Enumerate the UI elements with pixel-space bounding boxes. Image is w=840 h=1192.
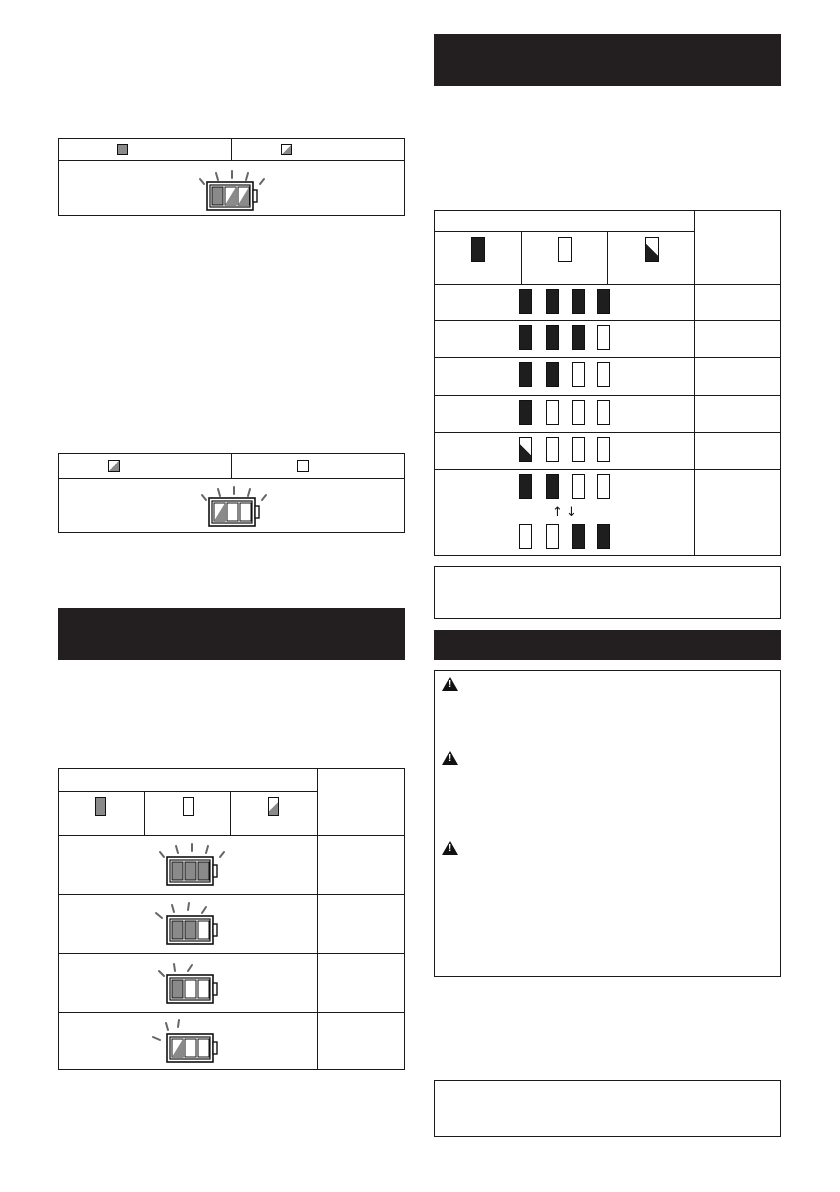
lamp-off-icon: [597, 400, 610, 425]
table-divider: [607, 231, 608, 284]
lamp-lit-icon: [546, 362, 559, 387]
table-divider: [317, 768, 318, 1070]
lamp-lit-icon: [546, 474, 559, 499]
lamp-lit-icon: [572, 524, 585, 549]
lamp-blinking-icon: [268, 797, 279, 816]
lamp-blinking-icon: [281, 144, 292, 155]
table-divider: [521, 231, 522, 284]
up-arrow-icon: ↑: [552, 505, 563, 520]
lamp-blinking-icon: [108, 460, 120, 472]
battery-indicator-icon: [194, 168, 270, 214]
lamp-off-icon: [572, 437, 585, 462]
table-divider: [694, 210, 695, 556]
lamp-off-icon: [572, 400, 585, 425]
battery-capacity-table: [58, 768, 405, 1070]
section-header-band: [58, 608, 405, 660]
table-divider: [434, 469, 781, 470]
lamp-lit-icon: [572, 325, 585, 350]
lamp-blinking-icon: [645, 237, 659, 262]
lamp-lit-icon: [519, 474, 532, 499]
battery-indicator-icon: [148, 900, 230, 948]
lamp-off-icon: [183, 797, 194, 816]
note-box: [434, 1080, 781, 1137]
lamp-lit-icon: [519, 362, 532, 387]
table-divider: [58, 953, 405, 954]
lamp-off-icon: [297, 460, 309, 472]
lamp-lit-icon: [519, 289, 532, 314]
warning-triangle-icon: [442, 751, 458, 765]
table-divider: [434, 284, 781, 285]
lamp-blinking-icon: [519, 437, 532, 462]
table-divider: [58, 478, 405, 479]
battery-indicator-icon: [196, 484, 272, 530]
lamp-off-icon: [546, 400, 559, 425]
section-header-band: [434, 34, 781, 86]
lamp-off-icon: [572, 474, 585, 499]
lamp-lit-icon: [546, 289, 559, 314]
lamp-off-icon: [597, 437, 610, 462]
table-divider: [58, 835, 405, 836]
lamp-off-icon: [572, 362, 585, 387]
table-divider: [58, 894, 405, 895]
table-divider: [434, 320, 781, 321]
lamp-off-icon: [519, 524, 532, 549]
battery-indicator-icon: [148, 1016, 230, 1066]
lamp-lit-icon: [597, 524, 610, 549]
table-divider: [58, 791, 317, 792]
table-divider: [58, 160, 405, 161]
down-arrow-icon: ↓: [566, 505, 577, 520]
warning-triangle-icon: [442, 677, 458, 691]
warnings-box: [434, 670, 781, 977]
lamp-lit-icon: [471, 237, 485, 262]
table-divider: [434, 395, 781, 396]
lamp-off-icon: [597, 362, 610, 387]
table-divider: [434, 231, 694, 232]
lamp-lit-icon: [546, 325, 559, 350]
note-box: [434, 566, 781, 619]
lamp-off-icon: [597, 474, 610, 499]
lamp-lit-icon: [519, 325, 532, 350]
lamp-lit-icon: [597, 289, 610, 314]
table-divider: [144, 791, 145, 835]
lamp-lit-icon: [572, 289, 585, 314]
lamp-off-icon: [597, 325, 610, 350]
battery-indicator-icon: [148, 959, 230, 1007]
lamp-off-icon: [558, 237, 572, 262]
lamp-off-icon: [546, 524, 559, 549]
table-divider: [434, 357, 781, 358]
table-divider: [231, 138, 232, 160]
lamp-lit-icon: [519, 400, 532, 425]
lamp-off-icon: [546, 437, 559, 462]
lamp-lit-icon: [95, 797, 106, 816]
lamp-lit-icon: [117, 144, 128, 155]
warning-triangle-icon: [442, 841, 458, 855]
battery-indicator-icon: [154, 841, 230, 889]
table-divider: [58, 1012, 405, 1013]
table-divider: [230, 791, 231, 835]
table-divider: [434, 432, 781, 433]
table-divider: [231, 453, 232, 478]
section-header-band: [434, 630, 781, 660]
